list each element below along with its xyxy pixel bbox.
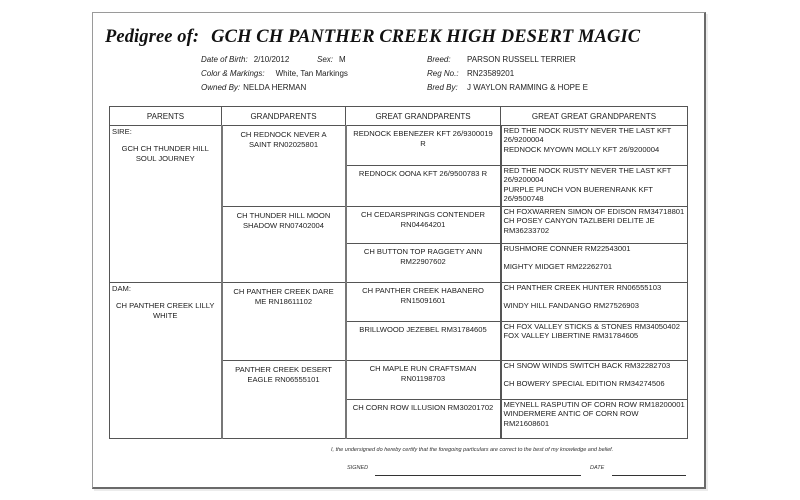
signed-label: SIGNED — [347, 465, 369, 471]
sex-value: M — [339, 55, 346, 64]
bred-value: J WAYLON RAMMING & HOPE E — [467, 83, 588, 92]
grandparent-cell — [222, 283, 346, 361]
color-label: Color & Markings: — [201, 69, 265, 78]
sex-field — [317, 55, 346, 64]
table-row — [110, 126, 688, 166]
gg-name: CH FOXWARREN SIMON OF EDISON RM34718801 — [503, 207, 685, 216]
gg-name: CH PANTHER CREEK HUNTER RN06555103 — [503, 283, 662, 292]
great-grandparent-cell — [346, 166, 501, 207]
grandparent-name: CH REDNOCK NEVER A SAINT RN02025801 — [240, 130, 327, 149]
owner-label: Owned By: — [201, 83, 241, 92]
great-grandparent-name: REDNOCK OONA KFT 26/9500783 R — [358, 169, 488, 178]
owner-value: NELDA HERMAN — [243, 83, 307, 92]
bred-field — [427, 83, 588, 92]
pedigree-table — [109, 106, 688, 439]
gg-name: WINDY HILL FANDANGO RM27526903 — [503, 301, 639, 311]
header-parents: PARENTS — [110, 107, 222, 126]
dob-value: 2/10/2012 — [253, 55, 290, 64]
header-great-great-grandparents: GREAT GREAT GRANDPARENTS — [501, 107, 688, 126]
dob-label: Date of Birth: — [201, 55, 248, 64]
gg-name: FOX VALLEY LIBERTINE RM31784605 — [503, 331, 639, 341]
color-value: White, Tan Markings — [275, 69, 348, 78]
header-great-grandparents: GREAT GRANDPARENTS — [346, 107, 501, 126]
sire-cell — [110, 126, 222, 283]
grandparent-name: CH THUNDER HILL MOON SHADOW RN07402004 — [236, 211, 331, 230]
great-great-grandparent-cell — [501, 207, 688, 244]
header-grandparents: GRANDPARENTS — [222, 107, 346, 126]
reg-label: Reg No.: — [427, 69, 459, 78]
great-grandparent-cell — [346, 400, 501, 439]
great-great-grandparent-cell — [501, 166, 688, 207]
table-header-row — [110, 107, 688, 126]
gg-name: CH BOWERY SPECIAL EDITION RM34274506 — [503, 379, 665, 389]
great-great-grandparent-cell — [501, 244, 688, 283]
grandparent-cell — [222, 126, 346, 207]
reg-value: RN23589201 — [467, 69, 515, 78]
gg-name: WINDERMERE ANTIC OF CORN ROW RM21608601 — [503, 409, 639, 428]
great-grandparent-cell — [346, 361, 501, 400]
great-grandparent-name: CH PANTHER CREEK HABANERO RN15091601 — [362, 286, 484, 305]
signature-line[interactable] — [375, 475, 581, 476]
gg-name: RED THE NOCK RUSTY NEVER THE LAST KFT 26/9200004 — [503, 126, 672, 145]
great-great-grandparent-cell — [501, 283, 688, 322]
gg-name: REDNOCK MYOWN MOLLY KFT 26/9200004 — [503, 144, 660, 154]
great-great-grandparent-cell — [501, 322, 688, 361]
gg-name: RUSHMORE CONNER RM22543001 — [503, 244, 631, 253]
great-grandparent-cell — [346, 283, 501, 322]
gg-name: CH POSEY CANYON TAZLBERI DELITE JE RM36233702 — [503, 216, 655, 235]
great-grandparent-name: BRILLWOOD JEZEBEL RM31784605 — [359, 325, 487, 334]
reg-field — [427, 69, 514, 78]
breed-field — [427, 55, 576, 64]
date-line[interactable] — [612, 475, 686, 476]
pedigree-document — [92, 12, 706, 489]
gg-name: RED THE NOCK RUSTY NEVER THE LAST KFT 26/9200004 — [503, 166, 672, 185]
sire-label: SIRE: — [112, 127, 132, 136]
dam-label: DAM: — [112, 284, 131, 293]
great-grandparent-name: CH MAPLE RUN CRAFTSMAN RN01198703 — [369, 364, 477, 383]
table-row — [110, 283, 688, 322]
great-grandparent-name: REDNOCK EBENEZER KFT 26/9300019 R — [353, 129, 493, 148]
title-prefix: Pedigree of: — [105, 27, 200, 47]
dam-name: CH PANTHER CREEK LILLY WHITE — [116, 301, 215, 320]
great-great-grandparent-cell — [501, 400, 688, 439]
breed-value: PARSON RUSSELL TERRIER — [467, 55, 576, 64]
grandparent-cell — [222, 207, 346, 283]
great-great-grandparent-cell — [501, 361, 688, 400]
great-grandparent-name: CH CORN ROW ILLUSION RM30201702 — [352, 403, 494, 412]
dam-cell — [110, 283, 222, 439]
great-grandparent-cell — [346, 207, 501, 244]
dog-name: GCH CH PANTHER CREEK HIGH DESERT MAGIC — [211, 27, 641, 47]
gg-name: MEYNELL RASPUTIN OF CORN ROW RM18200001 — [503, 400, 685, 409]
gg-name: PURPLE PUNCH VON BUERENRANK KFT 26/9500748 — [503, 184, 653, 203]
sex-label: Sex: — [317, 55, 334, 64]
great-grandparent-cell — [346, 322, 501, 361]
great-great-grandparent-cell — [501, 126, 688, 166]
great-grandparent-name: CH CEDARSPRINGS CONTENDER RN04464201 — [360, 210, 486, 229]
grandparent-name: CH PANTHER CREEK DARE ME RN18611102 — [233, 287, 334, 306]
great-grandparent-name: CH BUTTON TOP RAGGETY ANN RM22907602 — [363, 247, 483, 266]
owner-field — [201, 83, 306, 92]
great-grandparent-cell — [346, 244, 501, 283]
grandparent-name: PANTHER CREEK DESERT EAGLE RN06555101 — [235, 365, 332, 384]
gg-name: MIGHTY MIDGET RM22262701 — [503, 262, 613, 272]
dob-field — [201, 55, 289, 64]
gg-name: CH SNOW WINDS SWITCH BACK RM32282703 — [503, 361, 671, 370]
great-grandparent-cell — [346, 126, 501, 166]
bred-label: Bred By: — [427, 83, 458, 92]
grandparent-cell — [222, 361, 346, 439]
certification-text: I, the undersigned do hereby certify that the foregoing particulars are correct to the best of my knowledge and belief. — [331, 447, 614, 453]
breed-label: Breed: — [427, 55, 451, 64]
gg-name: CH FOX VALLEY STICKS & STONES RM34050402 — [503, 322, 680, 331]
date-label: DATE — [590, 465, 605, 471]
color-field — [201, 69, 348, 78]
page-title — [105, 27, 640, 48]
sire-name: GCH CH THUNDER HILL SOUL JOURNEY — [121, 144, 209, 163]
